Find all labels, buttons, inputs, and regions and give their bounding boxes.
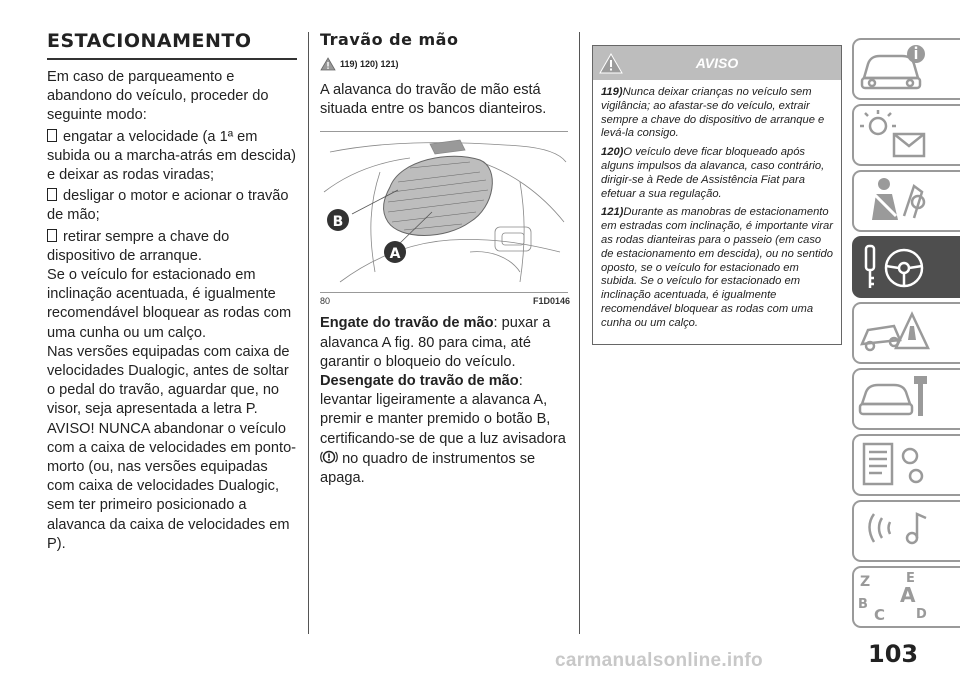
- section-heading-parking: ESTACIONAMENTO: [47, 30, 297, 60]
- tab-warning-lights[interactable]: [852, 104, 960, 166]
- svg-text:B: B: [858, 597, 868, 612]
- parking-intro: Em caso de parqueamento e abandono do veículo, proceder do seguinte modo:: [47, 69, 269, 124]
- tab-emergency[interactable]: [852, 302, 960, 364]
- warning-header: [593, 46, 841, 80]
- handbrake-section: [320, 30, 570, 488]
- emergency-icon: [854, 304, 934, 360]
- tab-maintenance[interactable]: [852, 368, 960, 430]
- key-steering-icon: [854, 238, 934, 294]
- bullet-item: retirar sempre a chave do dispositivo de arranque.: [47, 228, 230, 264]
- figure-number: 80: [320, 296, 331, 307]
- svg-text:Z: Z: [860, 574, 871, 590]
- engage-instruction: Engate do travão de mão: puxar a alavanca A fig. 80 para cima, até garantir o bloqueio do veículo.: [320, 315, 551, 370]
- index-icon: [854, 568, 934, 624]
- bullet-item: engatar a velocidade (a 1ª em subida ou a marcha-atrás em descida) e deixar as rodas viradas;: [47, 128, 297, 184]
- warning-triangle-icon: [599, 53, 623, 74]
- bullet-box-icon: [47, 129, 57, 142]
- column-divider: [308, 32, 309, 634]
- section-heading-handbrake: Travão de mão: [320, 30, 459, 49]
- warning-triangle-icon: [320, 57, 336, 71]
- tab-key-steering-active[interactable]: [852, 236, 960, 298]
- svg-text:A: A: [900, 583, 916, 607]
- warning-box: [592, 45, 840, 345]
- handbrake-illustration: [320, 132, 568, 292]
- tab-car-info[interactable]: [852, 38, 960, 100]
- seatbelt-airbag-icon: [854, 172, 934, 228]
- handbrake-lever-hatched: [384, 157, 493, 236]
- bullet-box-icon: [47, 229, 57, 242]
- handbrake-figure: [320, 131, 568, 293]
- svg-text:D: D: [916, 607, 927, 622]
- tab-specifications[interactable]: [852, 434, 960, 496]
- svg-text:C: C: [874, 606, 886, 624]
- warning-item: 121)Durante as manobras de estacionamento em estradas com inclinação, é importante virar as rodas dianteiras para o passeio (em caso de estacionamento em descida), ou no sentido oposto, se o veículo for estacionado em subida. Se o veículo for estacionado em inclinação acentuada, é igualmente recomendável bloquear as rodas com uma cunha ou um calço.: [601, 206, 833, 329]
- release-instruction: Desengate do travão de mão: levantar ligeiramente a alavanca A, premir e manter premido o botão B, certificando-se de que a luz avisadora no quadro de instrumentos se apaga.: [320, 373, 566, 487]
- warning-lights-icon: [854, 106, 934, 162]
- handbrake-intro: A alavanca do travão de mão está situada entre os bancos dianteiros.: [320, 82, 547, 118]
- page-number: 103: [868, 640, 919, 668]
- tab-multimedia[interactable]: [852, 500, 960, 562]
- bullet-box-icon: [47, 188, 57, 201]
- car-info-icon: [854, 40, 934, 96]
- parking-paragraph: Nas versões equipadas com caixa de velocidades Dualogic, antes de soltar o pedal do travão, aguardar que, no visor, seja apresentada a letra P.: [47, 343, 290, 418]
- warning-item: 119)Nunca deixar crianças no veículo sem vigilância; ao afastar-se do veículo, extrair sempre a chave do dispositivo de arranque e levá-la consigo.: [601, 86, 825, 140]
- parking-section: [47, 30, 297, 554]
- figure-label-b: B: [332, 214, 344, 231]
- tab-seatbelt-airbag[interactable]: [852, 170, 960, 232]
- warning-references: 119) 120) 121): [320, 57, 570, 71]
- watermark: carmanualsonline.info: [555, 650, 763, 671]
- figure-code: F1D0146: [532, 296, 570, 307]
- column-divider: [579, 32, 580, 634]
- multimedia-icon: [854, 502, 934, 558]
- maintenance-icon: [854, 370, 934, 426]
- warning-item: 120)O veículo deve ficar bloqueado após alguns impulsos da alavanca, caso contrário, dirigir-se à Rede de Assistência Fiat para efetuar a sua regulação.: [601, 146, 825, 200]
- figure-label-a: A: [389, 246, 401, 263]
- specifications-icon: [854, 436, 934, 492]
- parking-warning-text: AVISO! NUNCA abandonar o veículo com a caixa de velocidades em ponto-morto (ou, nas versões equipadas com caixa de velocidades Dualogic, sem ter primeiro posicionado a alavanca da caixa de velocidades em P).: [47, 420, 297, 552]
- brake-warning-light-icon: [320, 449, 338, 465]
- svg-text:E: E: [906, 571, 915, 586]
- tab-index[interactable]: [852, 566, 960, 628]
- bullet-item: desligar o motor e acionar o travão de mão;: [47, 188, 289, 224]
- figure-caption: [320, 296, 570, 306]
- warning-title: AVISO: [695, 55, 739, 71]
- parking-paragraph: Se o veículo for estacionado em inclinação acentuada, é igualmente recomendável bloquear as rodas com uma cunha ou um calço.: [47, 267, 292, 341]
- warning-body: [593, 80, 841, 344]
